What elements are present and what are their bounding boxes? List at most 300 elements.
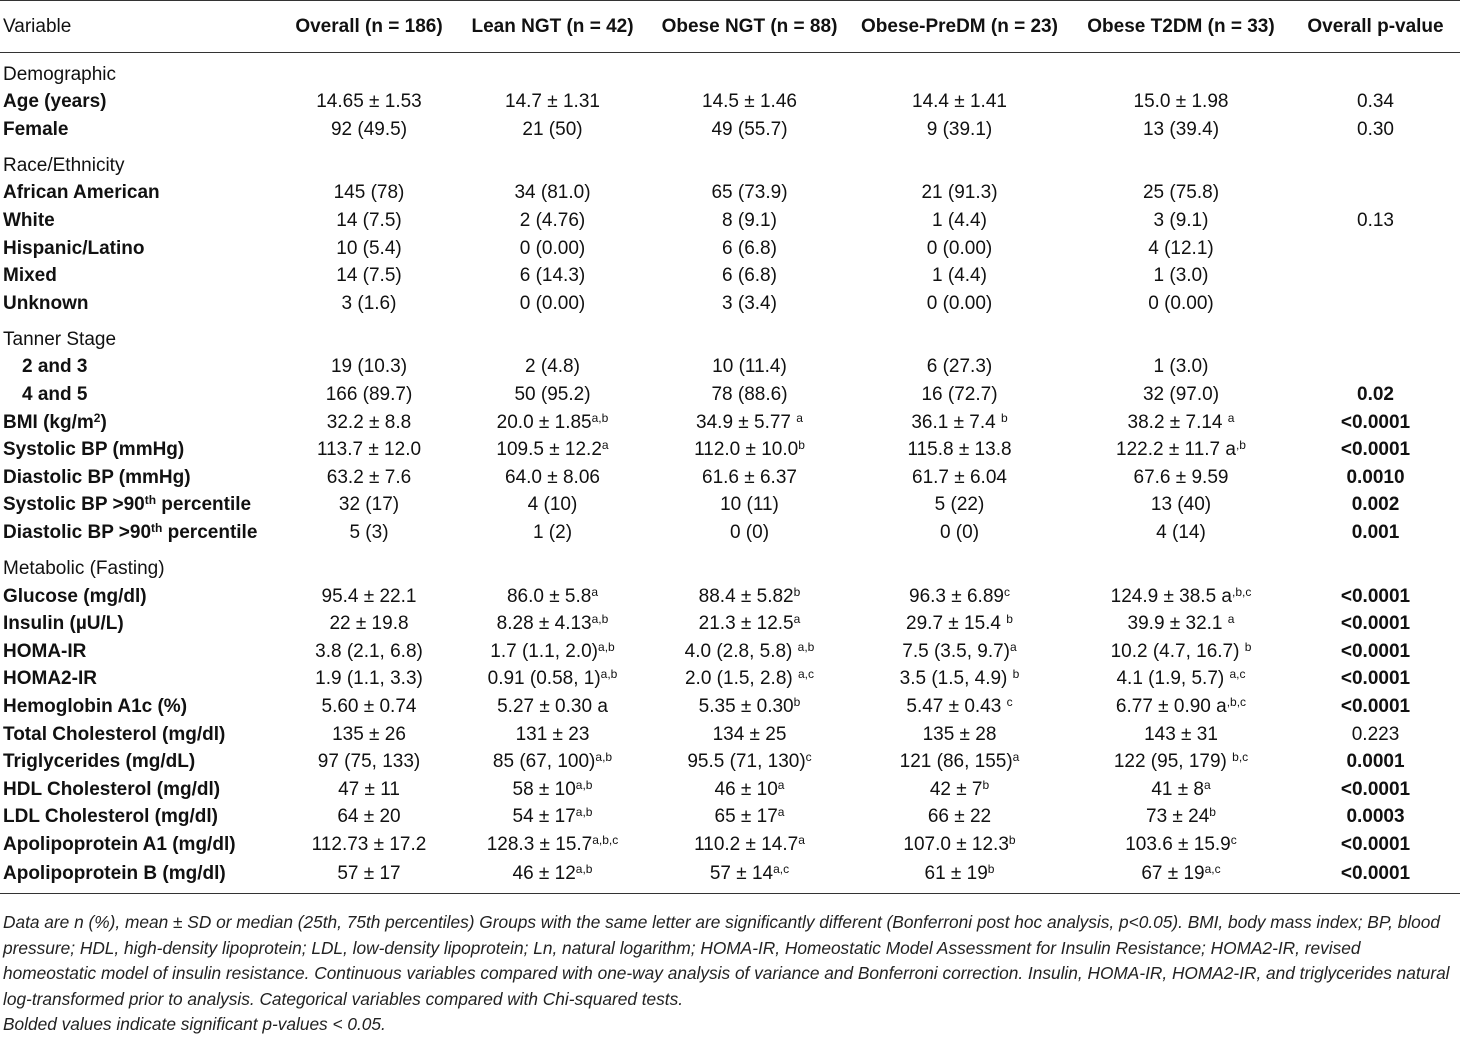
cell-value: 95.4 ± 22.1 [321,585,417,607]
row-label [0,354,284,382]
row-label-superscript: th [144,493,157,508]
cell-value: 92 (49.5) [330,118,408,140]
section-heading: Race/Ethnicity [3,154,125,176]
cell-p-value [1291,354,1460,382]
cell-overall [284,492,454,520]
table-row [0,89,1460,117]
cell-p-value: 0.001 [1351,522,1400,544]
cell-value: 8.28 ± 4.13 [496,613,592,635]
cell-lean-ngt [454,776,651,804]
cell-obese-predm [848,831,1071,859]
cell-value: 6 (6.8) [722,237,777,259]
cell-obese-t2dm [1071,464,1291,492]
cell-p-value [1291,290,1460,318]
row-label-suffix: percentile [156,494,252,516]
cell-obese-ngt [651,290,848,318]
cell-lean-ngt [454,89,651,117]
row-label-text: Diastolic BP >90 [3,522,152,544]
row-label-text: Diastolic BP (mmHg) [3,466,191,488]
cell-value: 73 ± 24 [1146,806,1210,828]
cell-obese-ngt [651,804,848,832]
row-label [0,464,284,492]
cell-value: 32.2 ± 8.8 [326,411,412,433]
significance-letters: a [796,410,803,425]
cell-value: 38.2 ± 7.14 [1127,411,1228,433]
cell-value: 67 ± 19 [1141,862,1205,884]
cell-value: 0 (0) [729,522,770,544]
cell-value: 64.0 ± 8.06 [505,466,600,488]
table-row [0,693,1460,721]
significance-letters: a,b [575,861,593,876]
cell-value: 3 (1.6) [341,292,397,314]
cell-overall [284,262,454,290]
cell-value: 32 (17) [338,494,400,516]
cell-value: 16 (72.7) [921,384,998,406]
cell-value: 131 ± 23 [515,723,590,745]
cell-value: 2 (4.8) [525,356,580,378]
cell-lean-ngt [454,290,651,318]
cell-obese-ngt [651,262,848,290]
table-row [0,776,1460,804]
cell-value: 78 (88.6) [711,384,788,406]
row-label-superscript: 2 [93,410,101,425]
significance-letters: a [777,777,785,792]
cell-obese-ngt [651,180,848,208]
cell-p-value: 0.002 [1351,494,1400,516]
cell-p-value: 0.0010 [1346,466,1405,488]
table-row [0,464,1460,492]
cell-value: 61.7 ± 6.04 [912,466,1007,488]
cell-overall [284,381,454,409]
cell-obese-predm [848,519,1071,547]
cell-overall [284,748,454,776]
cell-value: 113.7 ± 12.0 [316,439,422,461]
cell-value: 10 (5.4) [336,237,402,259]
cell-p-value [1291,262,1460,290]
cell-value: 4 (12.1) [1148,237,1214,259]
cell-overall [284,207,454,235]
significance-letters: a [1227,410,1235,425]
cell-obese-predm [848,262,1071,290]
section-heading: Demographic [3,63,116,85]
cell-value: 122 (95, 179) [1113,751,1233,773]
cell-value: 14 (7.5) [336,265,402,287]
row-label [0,638,284,666]
cell-value: 32 (97.0) [1142,384,1220,406]
significance-letters: b [1209,805,1216,820]
cell-obese-t2dm [1071,492,1291,520]
significance-letters: a [793,612,801,627]
cell-overall [284,89,454,117]
row-label [0,262,284,290]
cell-obese-predm [848,693,1071,721]
table-row [0,290,1460,318]
cell-value: 41 ± 8 [1151,778,1204,800]
cell-value: 115.8 ± 13.8 [907,439,1012,461]
cell-overall [284,859,454,894]
row-label-text: HDL Cholesterol (mg/dl) [3,778,221,800]
cell-value: 103.6 ± 15.9 [1125,833,1231,855]
significance-letters: c [1006,694,1013,709]
cell-value: 10 (11) [720,494,779,516]
cell-value: 8 (9.1) [722,210,777,232]
cell-obese-t2dm [1071,354,1291,382]
significance-letters: a [777,805,785,820]
cell-value: 0 (0.00) [1148,292,1214,314]
cell-obese-predm [848,804,1071,832]
cell-value: 21.3 ± 12.5 [698,613,794,635]
cell-value: 25 (75.8) [1142,182,1220,204]
cell-overall [284,831,454,859]
significance-letters: a [601,438,609,453]
cell-overall [284,638,454,666]
header-obese-predm: Obese-PreDM (n = 23) [848,1,1071,53]
cell-obese-t2dm [1071,748,1291,776]
cell-value: 3.5 (1.5, 4.9) [899,668,1013,690]
significance-letters: a,b [598,639,615,654]
cell-obese-predm [848,666,1071,694]
cell-value: 166 (89.7) [325,384,413,406]
cell-obese-predm [848,610,1071,638]
cell-value: 5.35 ± 0.30 [698,695,794,717]
significance-letters: a [1204,777,1211,792]
row-label-suffix: ) [100,411,107,433]
significance-letters: a,b,c [592,832,619,847]
table-footnote [3,910,1458,1038]
cell-value: 57 ± 17 [337,862,401,884]
cell-value: 54 ± 17 [512,806,576,828]
cell-overall [284,354,454,382]
significance-letters: a [591,584,599,599]
cell-value: 0 (0.00) [519,237,586,259]
row-label-text: HOMA-IR [3,640,87,662]
cell-obese-t2dm [1071,721,1291,749]
row-label [0,519,284,547]
cell-value: 4.0 (2.8, 5.8) [684,640,798,662]
section-row [0,144,1460,180]
row-label-text: Insulin (µU/L) [3,613,124,635]
cell-overall [284,666,454,694]
row-label-text: Systolic BP (mmHg) [3,439,185,461]
cell-obese-ngt [651,693,848,721]
cell-value: 34 (81.0) [514,182,591,204]
cell-value: 1 (4.4) [932,210,987,232]
significance-letters: b [1244,639,1252,654]
significance-letters: a [1012,750,1020,765]
cell-lean-ngt [454,262,651,290]
significance-letters: b [1012,667,1020,682]
cell-value: 95.5 (71, 130) [687,751,806,773]
cell-value: 46 ± 10 [714,778,778,800]
cell-value: 13 (39.4) [1142,118,1220,140]
row-label [0,381,284,409]
row-label-suffix: percentile [162,522,258,544]
table-row [0,519,1460,547]
cell-obese-ngt [651,116,848,144]
cell-p-value: <0.0001 [1340,411,1411,433]
table-row [0,831,1460,859]
significance-letters: c [1003,584,1010,599]
cell-obese-t2dm [1071,859,1291,894]
table-body [0,53,1460,894]
cell-obese-ngt [651,859,848,894]
cell-p-value: 0.02 [1357,384,1394,406]
cell-value: 21 (50) [522,118,583,140]
cell-value: 64 ± 20 [337,806,401,828]
cell-value: 29.7 ± 15.4 [906,613,1007,635]
significance-letters: b [1000,410,1008,425]
significance-letters: a,c [1229,667,1246,682]
row-label [0,831,284,859]
row-label [0,89,284,117]
footnote-text: Data are n (%), mean ± SD or median (25th, 75th percentiles) Groups with the same letter are significantly different (Bonferroni post hoc analysis, p<0.05). BMI, body mass index; BP, blood pressure; HDL, high-density lipoprotein; LDL, low-density lipoprotein; Ln, natural logarithm; HOMA-IR, Homeostatic Model Assessment for Insulin Resistance; HOMA2-IR, revised homeostatic model of insulin resistance. Continuous variables compared with one-way analysis of variance and Bonferroni correction. Insulin, HOMA-IR, HOMA2-IR, and triglycerides natural log-transformed prior to analysis. Categorical variables compared with Chi-squared tests. [3,912,1450,1009]
cell-obese-predm [848,381,1071,409]
cell-value: 97 (75, 133) [317,751,421,773]
section-row [0,547,1460,583]
cell-value: 107.0 ± 12.3 [903,833,1009,855]
table-row [0,804,1460,832]
table-row [0,235,1460,263]
cell-obese-ngt [651,610,848,638]
row-label-text: Age (years) [3,91,107,113]
cell-obese-predm [848,409,1071,437]
cell-lean-ngt [454,583,651,611]
cell-value: 86.0 ± 5.8 [506,585,592,607]
header-variable: Variable [0,1,284,53]
row-label-text: LDL Cholesterol (mg/dl) [3,806,218,828]
cell-lean-ngt [454,235,651,263]
significance-letters: b [1008,832,1016,847]
cell-lean-ngt [454,464,651,492]
cell-value: 58 ± 10 [512,778,576,800]
cell-obese-predm [848,748,1071,776]
cell-obese-t2dm [1071,235,1291,263]
cell-value: 15.0 ± 1.98 [1133,91,1229,113]
table-row [0,610,1460,638]
row-label [0,436,284,464]
cell-overall [284,583,454,611]
cell-lean-ngt [454,693,651,721]
significance-letters: c [1230,832,1237,847]
cell-p-value: 0.13 [1357,210,1394,232]
cell-obese-predm [848,235,1071,263]
cell-value: 14.65 ± 1.53 [316,91,422,113]
header-overall: Overall (n = 186) [284,1,454,53]
cell-p-value: 0.30 [1357,118,1394,140]
cell-value: 67.6 ± 9.59 [1133,466,1229,488]
cell-lean-ngt [454,207,651,235]
cell-value: 9 (39.1) [926,118,993,140]
cell-value: 145 (78) [333,182,405,204]
cell-obese-ngt [651,492,848,520]
significance-letters: a,b [591,410,609,425]
table-row [0,721,1460,749]
cell-lean-ngt [454,804,651,832]
cell-value: 124.9 ± 38.5 a [1110,585,1232,607]
significance-letters: a,c [1204,861,1221,876]
cell-obese-t2dm [1071,693,1291,721]
cell-value: 6 (6.8) [722,265,777,287]
cell-value: 14.4 ± 1.41 [912,91,1007,113]
cell-p-value: <0.0001 [1340,613,1411,635]
cell-obese-t2dm [1071,116,1291,144]
cell-obese-ngt [651,776,848,804]
cell-obese-predm [848,436,1071,464]
table-row [0,354,1460,382]
cell-obese-t2dm [1071,804,1291,832]
cell-value: 2 (4.76) [519,210,586,232]
cell-p-value: <0.0001 [1340,695,1411,717]
cell-value: 46 ± 12 [512,862,576,884]
cell-value: 112.0 ± 10.0 [694,439,799,461]
cell-lean-ngt [454,638,651,666]
significance-letters: a,b [600,667,618,682]
cell-value: 1.7 (1.1, 2.0) [490,640,599,662]
cell-lean-ngt [454,748,651,776]
significance-letters: b [798,438,805,453]
cell-overall [284,409,454,437]
row-label [0,610,284,638]
cell-obese-ngt [651,89,848,117]
cell-obese-predm [848,116,1071,144]
cell-obese-t2dm [1071,666,1291,694]
cell-value: 1 (4.4) [932,265,987,287]
cell-value: 110.2 ± 14.7 [694,833,799,855]
row-label-text: Triglycerides (mg/dL) [3,751,196,773]
cell-obese-t2dm [1071,776,1291,804]
cell-value: 5 (3) [349,522,389,544]
table-row [0,638,1460,666]
cell-p-value: <0.0001 [1340,585,1411,607]
significance-letters: b [982,777,990,792]
row-label [0,776,284,804]
cell-obese-predm [848,290,1071,318]
row-label [0,859,284,894]
cell-value: 0 (0) [939,522,980,544]
cell-obese-predm [848,859,1071,894]
cell-obese-ngt [651,519,848,547]
row-label-text: Systolic BP >90 [3,494,145,516]
cell-obese-t2dm [1071,409,1291,437]
row-label [0,721,284,749]
cell-p-value: <0.0001 [1340,439,1411,461]
row-label-text: Apolipoprotein A1 (mg/dl) [3,833,236,855]
significance-letters: a,b [595,750,613,765]
cell-lean-ngt [454,409,651,437]
table-row [0,666,1460,694]
cell-p-value: 0.223 [1351,723,1400,745]
row-label [0,116,284,144]
significance-letters: a [1010,639,1017,654]
cell-lean-ngt [454,610,651,638]
row-label-text: Hispanic/Latino [3,237,145,259]
cell-value: 61.6 ± 6.37 [702,466,797,488]
cell-obese-ngt [651,464,848,492]
significance-letters: a [1227,612,1235,627]
significance-letters: b [793,694,801,709]
table-header-row [0,1,1460,53]
cell-value: 61 ± 19 [924,862,988,884]
cell-value: 135 ± 26 [332,723,406,745]
cell-value: 109.5 ± 12.2 [496,439,602,461]
cell-p-value: 0.34 [1357,91,1394,113]
row-label [0,804,284,832]
cell-value: 3 (9.1) [1153,210,1209,232]
cell-value: 1 (3.0) [1153,265,1209,287]
cell-value: 2.0 (1.5, 2.8) [684,668,798,690]
cell-lean-ngt [454,381,651,409]
cell-obese-ngt [651,409,848,437]
header-obese-ngt: Obese NGT (n = 88) [651,1,848,53]
significance-letters: ,b [1235,438,1246,453]
cell-value: 57 ± 14 [709,862,774,884]
table-row [0,409,1460,437]
cell-value: 6 (14.3) [519,265,586,287]
cell-obese-t2dm [1071,89,1291,117]
header-obese-t2dm: Obese T2DM (n = 33) [1071,1,1291,53]
cell-value: 1.9 (1.1, 3.3) [315,668,423,690]
row-label [0,492,284,520]
cell-value: 122.2 ± 11.7 a [1116,439,1236,461]
cell-value: 19 (10.3) [330,356,408,378]
cell-p-value [1291,180,1460,208]
cell-value: 39.9 ± 32.1 [1127,613,1228,635]
cell-obese-predm [848,721,1071,749]
cell-overall [284,776,454,804]
row-label [0,409,284,437]
row-label [0,583,284,611]
row-label-text: Hemoglobin A1c (%) [3,695,188,717]
section-heading: Tanner Stage [3,328,117,350]
cell-overall [284,464,454,492]
cell-overall [284,610,454,638]
cell-lean-ngt [454,492,651,520]
table-row [0,381,1460,409]
cell-p-value: 0.0003 [1346,806,1405,828]
row-label [0,235,284,263]
cell-p-value: 0.0001 [1346,751,1405,773]
cell-obese-ngt [651,748,848,776]
cell-value: 5 (22) [934,494,985,516]
cell-lean-ngt [454,519,651,547]
cell-value: 65 (73.9) [711,182,788,204]
row-label [0,207,284,235]
table-row [0,262,1460,290]
cell-value: 128.3 ± 15.7 [486,833,593,855]
footnote-bold-note: Bolded values indicate significant p-values < 0.05. [3,1014,386,1034]
cell-value: 66 ± 22 [927,806,992,828]
cell-lean-ngt [454,666,651,694]
row-label-text: Apolipoprotein B (mg/dl) [3,862,226,884]
significance-letters: b [1006,612,1013,627]
cell-value: 96.3 ± 6.89 [909,585,1004,607]
table-row [0,748,1460,776]
cell-obese-ngt [651,436,848,464]
row-label [0,180,284,208]
cell-value: 1 (2) [532,522,573,544]
cell-value: 0 (0.00) [926,292,993,314]
cell-obese-predm [848,464,1071,492]
cell-value: 3 (3.4) [722,292,777,314]
row-label-text: African American [3,182,160,204]
cell-obese-t2dm [1071,207,1291,235]
cell-obese-predm [848,638,1071,666]
cell-value: 1 (3.0) [1153,356,1209,378]
row-label [0,666,284,694]
significance-letters: a,b [591,612,609,627]
cell-obese-predm [848,776,1071,804]
row-label-text: Female [3,118,69,140]
